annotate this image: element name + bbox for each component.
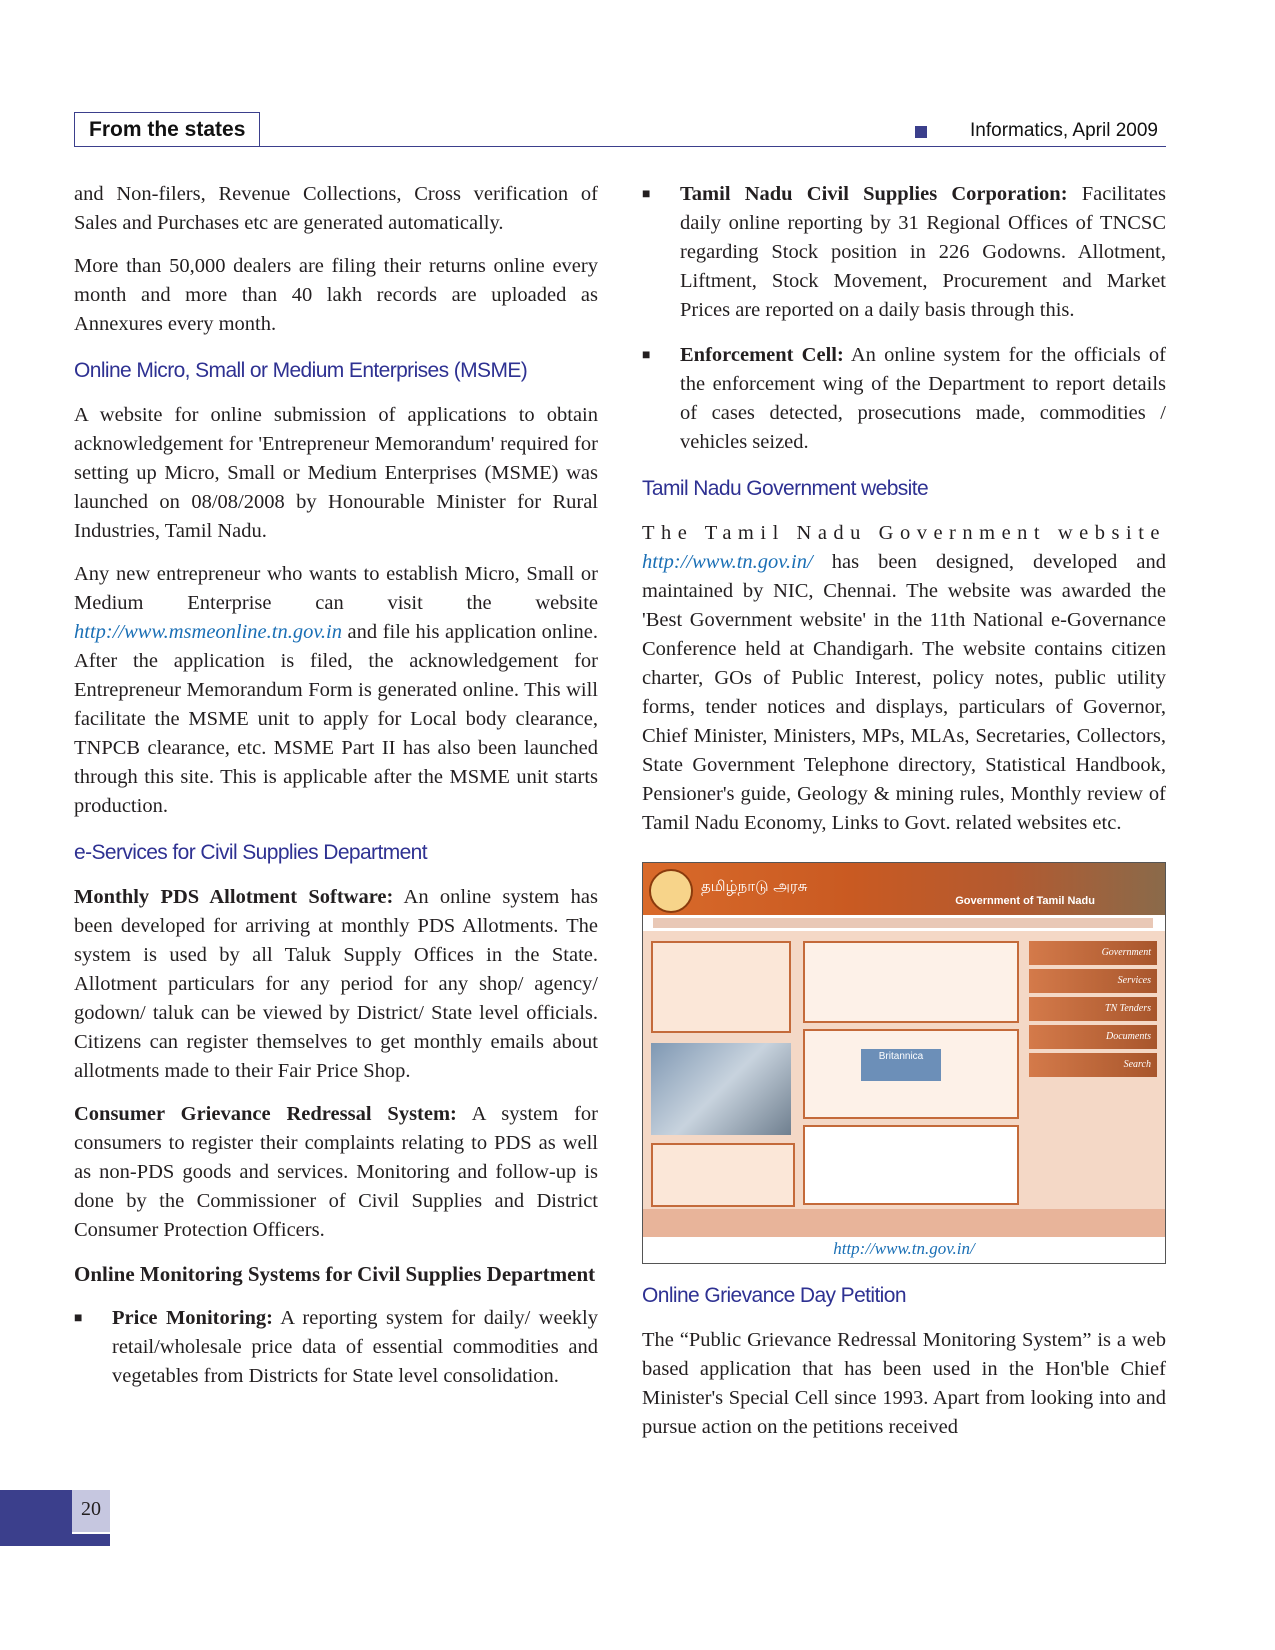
figure-caption: http://www.tn.gov.in/ — [833, 1239, 975, 1258]
heading-grievance: Online Grievance Day Petition — [642, 1284, 906, 1307]
fig-britannica-badge: Britannica — [861, 1049, 941, 1081]
text: An online system has been developed for arriving at monthly PDS Allotments. The system is used by all Taluk Supply Offices in the State. Allotment particulars for any period for any shop/ agency/ godown/ taluk can be viewed by District/ State level officials. Citizens can register themselves to get monthly emails about allotments made to their Fair Price Shop. — [74, 886, 598, 1082]
fig-calendar — [651, 941, 791, 1033]
text: Facilitates daily online reporting by 31 Regional Offices of TNCSC regarding Stock position in 226 Godowns. Allotment, Liftment, Stock Movement, Procurement and Market Prices are reported on a daily basis through this. — [680, 183, 1166, 321]
cgr-title: Consumer Grievance Redressal System: — [74, 1103, 457, 1125]
bullet-icon: ■ — [642, 348, 651, 363]
fig-side-item: Services — [1029, 969, 1157, 993]
website-screenshot-figure — [642, 862, 1166, 1264]
right-column — [642, 180, 1166, 1456]
list-item — [642, 180, 1166, 325]
section-label: From the states — [74, 112, 260, 147]
bullet-icon: ■ — [74, 1311, 83, 1326]
paragraph: More than 50,000 dealers are filing their returns online every month and more than 40 lakh records are uploaded as Annexures every month. — [74, 255, 598, 335]
text: Any new entrepreneur who wants to establish Micro, Small or Medium Enterprise can visit the website — [74, 563, 598, 614]
text: and file his application online. After the application is filed, the acknowledgement for Entrepreneur Memorandum Form is generated online. This will facilitate the MSME unit to apply for Local body clearance, TNPCB clearance, etc. MSME Part II has also been launched through this site. This is applicable after the MSME unit starts production. — [74, 621, 598, 817]
fig-gov-title: Government of Tamil Nadu — [955, 895, 1095, 907]
heading-eservices: e-Services for Civil Supplies Department — [74, 841, 427, 864]
bullet-list — [642, 180, 1166, 457]
list-item — [74, 1304, 598, 1391]
fig-side-item: Government — [1029, 941, 1157, 965]
heading-tngov: Tamil Nadu Government website — [642, 477, 929, 500]
paragraph — [74, 1100, 598, 1245]
tngov-website-link[interactable]: http://www.tn.gov.in/ — [642, 551, 813, 573]
text: A system for consumers to register their complaints relating to PDS as well as non-PDS goods and services. Monitoring and follow-up is done by the Commissioner of Civil Supplies and District Consumer Protection Officers. — [74, 1103, 598, 1241]
header-square-icon — [915, 126, 927, 138]
fig-useful-links — [651, 1143, 795, 1207]
text: has been designed, developed and maintained by NIC, Chennai. The website was awarded the 'Best Government website' in the 11th National e-Governance Conference held at Chandigarh. The website contains citizen charter, GOs of Public Interest, policy notes, public utility forms, tender notices and displays, particulars of Governor, Chief Minister, Ministers, MPs, MLAs, Secretaries, Collectors, State Government Telephone directory, Statistical Handbook, Pensioner's guide, Geology & mining rules, Monthly review of Tamil Nadu Economy, Links to Govt. related websites etc. — [642, 551, 1166, 834]
publication-title: Informatics, April 2009 — [970, 120, 1158, 141]
fig-side-menu — [1029, 941, 1157, 1081]
fig-whats-new — [803, 941, 1019, 1023]
bullet-icon: ■ — [642, 187, 651, 202]
text: An online system for the officials of the enforcement wing of the Department to report details of cases detected, prosecutions made, commodities / vehicles seized. — [680, 344, 1166, 453]
enforcement-title: Enforcement Cell: — [680, 344, 844, 366]
footer-block — [0, 1490, 72, 1546]
page-number: 20 — [81, 1498, 101, 1520]
fig-photo — [651, 1043, 791, 1135]
fig-golden-quotes — [803, 1125, 1019, 1205]
fig-banner — [643, 863, 1165, 915]
fig-side-item: TN Tenders — [1029, 997, 1157, 1021]
left-column — [74, 180, 598, 1407]
text: A reporting system for daily/ weekly retail/wholesale price data of essential commodities and vegetables from Districts for State level consolidation. — [112, 1307, 599, 1387]
fig-side-item: Documents — [1029, 1025, 1157, 1049]
bullet-list — [74, 1304, 598, 1391]
footer-strip — [72, 1534, 110, 1546]
paragraph — [74, 883, 598, 1086]
paragraph — [74, 560, 598, 821]
fig-body — [643, 931, 1165, 1209]
paragraph: A website for online submission of applications to obtain acknowledgement for 'Entrepreneur Memorandum' required for setting up Micro, Small or Medium Enterprises (MSME) was launched on 08/08/2008 by Honourable Minister for Rural Industries, Tamil Nadu. — [74, 404, 598, 542]
msme-website-link[interactable]: http://www.msmeonline.tn.gov.in — [74, 621, 343, 643]
text: The Tamil Nadu Government website — [642, 522, 1166, 544]
paragraph — [642, 519, 1166, 838]
header-rule — [74, 146, 1166, 147]
emblem-icon — [649, 869, 693, 913]
fig-footer — [643, 1209, 1165, 1237]
list-item — [642, 341, 1166, 457]
paragraph: and Non-filers, Revenue Collections, Cross verification of Sales and Purchases etc are generated automatically. — [74, 183, 598, 234]
fig-nav-bar — [653, 918, 1153, 928]
fig-tamil-title: தமிழ்நாடு அரசு — [701, 877, 808, 895]
tncsc-title: Tamil Nadu Civil Supplies Corporation: — [680, 183, 1068, 205]
heading-msme: Online Micro, Small or Medium Enterprises (MSME) — [74, 359, 528, 382]
monitoring-heading: Online Monitoring Systems for Civil Supplies Department — [74, 1262, 596, 1286]
price-title: Price Monitoring: — [112, 1307, 273, 1329]
paragraph: The “Public Grievance Redressal Monitoring System” is a web based application that has been used in the Hon'ble Chief Minister's Special Cell since 1993. Apart from looking into and pursue action on the petitions received — [642, 1329, 1166, 1438]
pds-title: Monthly PDS Allotment Software: — [74, 886, 394, 908]
fig-side-item: Search — [1029, 1053, 1157, 1077]
